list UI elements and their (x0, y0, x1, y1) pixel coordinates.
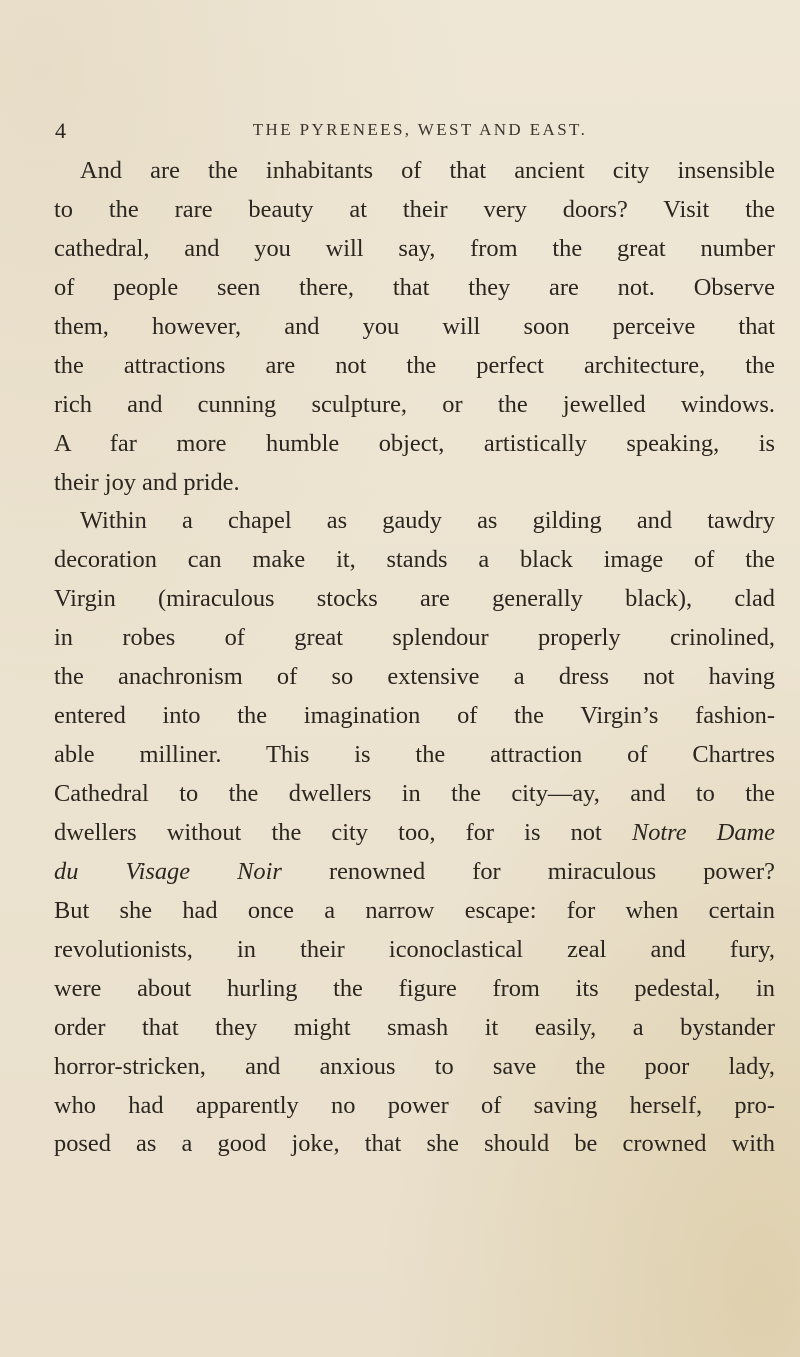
text-line (54, 464, 775, 503)
running-head (55, 118, 775, 148)
text-line (54, 970, 775, 1009)
text-line (54, 736, 775, 775)
text-segment: Cathedral to the dwellers in the city—ay, and to the (54, 780, 775, 807)
text-segment: order that they might smash it easily, a bystander (54, 1013, 775, 1041)
page-number: 4 (55, 118, 67, 143)
text-segment: But she had once a narrow escape: for when certain (54, 896, 775, 924)
body-text (54, 152, 775, 1164)
text-segment: horror-stricken, and anxious to save the poor lady, (54, 1052, 775, 1080)
text-segment: renowned for miraculous power? (281, 857, 775, 885)
text-line (54, 580, 775, 619)
text-segment: dwellers without the city too, for is not (54, 818, 632, 846)
text-line (54, 1125, 775, 1164)
text-line (54, 814, 775, 853)
text-line (54, 697, 775, 736)
text-line (54, 658, 775, 697)
text-segment: who had apparently no power of saving herself, pro- (54, 1091, 775, 1119)
text-segment: cathedral, and you will say, from the great number (54, 234, 775, 262)
text-segment: their joy and pride. (54, 468, 240, 496)
text-segment: decoration can make it, stands a black image of the (54, 546, 775, 574)
text-line (54, 853, 775, 892)
text-line (54, 1048, 775, 1087)
text-line (54, 931, 775, 970)
text-line (54, 425, 775, 464)
text-line (54, 152, 775, 191)
text-segment: of people seen there, that they are not. Observe (54, 273, 775, 301)
text-segment: revolutionists, in their iconoclastical zeal and fury, (54, 935, 775, 963)
text-line (54, 892, 775, 931)
text-segment: to the rare beauty at their very doors? Visit the (54, 195, 775, 223)
text-segment: posed as a good joke, that she should be crowned with (54, 1130, 775, 1158)
running-title: THE PYRENEES, WEST AND EAST. (252, 120, 588, 139)
text-line (54, 775, 775, 814)
text-segment: rich and cunning sculpture, or the jewelled windows. (54, 390, 775, 418)
text-segment: in robes of great splendour properly crinolined, (54, 624, 775, 652)
text-segment: And are the inhabitants of that ancient city insensible (80, 157, 775, 184)
text-line (54, 502, 775, 541)
text-segment: entered into the imagination of the Virgin’s fashion- (54, 702, 775, 730)
italic-text: du Visage Noir (54, 857, 282, 885)
text-line (54, 347, 775, 386)
text-segment: the attractions are not the perfect architecture, the (54, 351, 775, 379)
text-line (54, 308, 775, 347)
text-line (54, 619, 775, 658)
text-segment: able milliner. This is the attraction of Chartres (54, 741, 775, 769)
text-segment: Within a chapel as gaudy as gilding and tawdry (80, 507, 775, 535)
text-line (54, 1009, 775, 1048)
text-segment: the anachronism of so extensive a dress not having (54, 663, 775, 691)
text-line (54, 1087, 775, 1126)
text-line (54, 386, 775, 425)
text-line (54, 541, 775, 580)
text-line (54, 191, 775, 230)
italic-text: Notre Dame (631, 818, 775, 846)
text-segment: Virgin (miraculous stocks are generally black), clad (54, 585, 775, 613)
text-line (54, 230, 775, 269)
text-segment: them, however, and you will soon perceive that (54, 312, 775, 340)
text-segment: were about hurling the figure from its pedestal, in (54, 974, 775, 1002)
text-line (54, 269, 775, 308)
text-segment: A far more humble object, artistically speaking, is (54, 429, 775, 457)
